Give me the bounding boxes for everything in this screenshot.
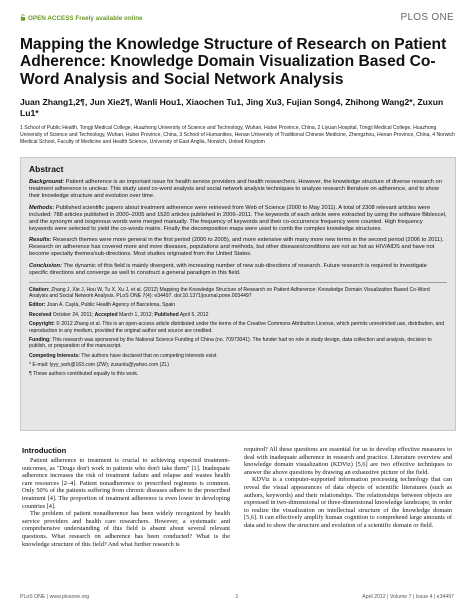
copyright bbox=[29, 321, 447, 334]
competing-text: The authors have declared that no competing interests exist. bbox=[81, 352, 218, 359]
received-date: October 24, 2011; bbox=[52, 311, 94, 318]
editor-label: Editor: bbox=[29, 302, 46, 309]
abstract-background bbox=[29, 179, 447, 200]
competing-interests bbox=[29, 353, 447, 359]
body-column-right bbox=[244, 446, 452, 530]
methods-text: Published scientific papers about treatment adherence were retrieved from Web of Science (2000 to May 2011). A total of 2308 relevant articles were included: 788 articles published in 2000–2005 and 1520 articles published in 2006–2011. The keywords of each article were extracted by using the software Biblexcel, and the synonym and isogenous words were merged manually. The frequency of keywords and their co-occurrence frequency were counted. High frequency keywords were selected to yield the co-words matrix. Finally the decomposition maps were used to comb the complex knowledge structures. bbox=[29, 204, 447, 232]
copyright-text: © 2012 Zhang et al. This is an open-access article distributed under the terms of the Creative Commons Attribution License, which permits unrestricted use, distribution, and reproduction in any medium, provided the original author and source are credited. bbox=[29, 321, 445, 334]
citation-text: Zhang J, Xie J, Hou W, Tu X, Xu J, et al. (2012) Mapping the Knowledge Structure of Research on Patient Adherence: Knowledge Domain Visualization Based Co-Word Analysis and Social Network Analysis. PLoS ONE 7(4): e34497. doi:10.1371/journal.pone.0034497 bbox=[29, 286, 430, 300]
results-label: Results: bbox=[29, 237, 52, 244]
page-header bbox=[20, 14, 454, 26]
copyright-label: Copyright: bbox=[29, 321, 55, 328]
published-label: Published bbox=[154, 311, 179, 318]
intro-paragraph-1: Patient adherence to treatment is crucial to achieving expected treatment-outcomes, as "Drugs don't work in patients who don't take them" [1]. Inadequate adherence increases the risk of treatment failure and relapse and wastes health care resources [2–4]. Patient nonadherence to prescribed regimens is common. Only 50% of the patients suffering from chronic diseases adhere to the prescribed treatment [4]. The proportion of treatment adherence is even lower in developing countries [4]. bbox=[22, 457, 230, 510]
received-label: Received bbox=[29, 311, 52, 318]
funding-label: Funding: bbox=[29, 336, 51, 343]
editor bbox=[29, 302, 447, 308]
abstract-results bbox=[29, 237, 447, 258]
intro-paragraph-4: KDViz is a computer-supported information processing technology that can reveal the visual appearances of data objects of scientific literatures (such as authors, keywords) and their relationships. The relationships between objects are expressed in two-dimensional or three-dimensional knowledge landscape, in order to realize the visualization on intellectual structure of the knowledge domain [5,6]. It can effectively amplify human cognition to comprehend large amounts of data and to show the structure and evolution of a scientific domain or field. bbox=[244, 476, 452, 529]
citation-label: Citation: bbox=[29, 286, 50, 293]
open-access-lock-icon bbox=[20, 14, 26, 21]
intro-paragraph-2: The problem of patient nonadherence has been widely recognized by health service providers and health care researchers. However, a systematic and comprehensive understanding of this field is absent about several relevant questions. What research on adherence has been conducted? What is the knowledge structure of this field? And what further research is bbox=[22, 510, 230, 548]
funding-text: This research was sponsored by the National Science Funding of China (no. 70973041). The funder had no role in study design, data collection and analysis, decision to publish, or preparation of the manuscript. bbox=[29, 336, 432, 350]
results-text: Research themes were more general in the first period (2000 to 2005), and more extensive with many more new terms in the second period (2006 to 2011). Research on adherence has covered more and more diseases, populations and methods, but other diseases/conditions are not as hot as HIV/AIDS and have not become specialty themes/sub-directions. Most studies originated from the United States. bbox=[29, 237, 444, 258]
equal-contribution: ¶ These authors contributed equally to this work. bbox=[29, 371, 139, 378]
accepted-date: March 1, 2012; bbox=[118, 311, 153, 318]
email-label: * E-mail: bbox=[29, 361, 49, 368]
abstract-methods bbox=[29, 205, 447, 233]
citation bbox=[29, 287, 447, 300]
abstract-divider bbox=[29, 282, 447, 283]
methods-label: Methods: bbox=[29, 204, 55, 211]
abstract-conclusion bbox=[29, 263, 447, 277]
background-text: Patient adherence is an important issue for health service providers and health researchers. However, the knowledge structure of diverse research on treatment adherence is unclear. This study used co-word analysis and social network analysis techniques to analyze research literature on adherence, and to show their knowledge structure and evolution over time. bbox=[29, 179, 442, 200]
introduction-heading: Introduction bbox=[22, 446, 67, 455]
open-access-text: OPEN ACCESS Freely available online bbox=[28, 15, 143, 22]
accepted-label: Accepted bbox=[94, 311, 118, 318]
background-label: Background: bbox=[29, 179, 65, 185]
conclusion-label: Conclusion: bbox=[29, 262, 62, 269]
competing-label: Competing Interests: bbox=[29, 352, 80, 359]
body-column-left bbox=[22, 446, 230, 548]
open-access-badge bbox=[20, 14, 143, 22]
footer-issue: April 2012 | Volume 7 | Issue 4 | e34497 bbox=[362, 594, 454, 600]
email bbox=[29, 362, 447, 368]
intro-paragraph-3: required? All these questions are essential for us to develop effective measures to deal with inadequate adherence in research and practice. Literature overview and knowledge domain visualization (KDViz) [5,6] are two effective techniques to answer the above questions by drawing an exhaustive picture of the field. bbox=[244, 446, 452, 476]
funding bbox=[29, 337, 447, 350]
article-title: Mapping the Knowledge Structure of Research on Patient Adherence: Knowledge Domain Visualization Based Co-Word Analysis and Social Network Analysis bbox=[20, 36, 447, 88]
email-text: lyyy_wzh@163.com (ZW); zuxunlu@yahoo.com (ZL) bbox=[49, 361, 169, 368]
abstract-box bbox=[20, 157, 456, 431]
conclusion-text: The dynamic of this field is mainly divergent, with increasing number of new sub-directions of research. Future research is required to investigate specific directions and converge as well to construct a general paradigm in this field. bbox=[29, 262, 427, 276]
published-date: April 5, 2012 bbox=[179, 311, 209, 318]
article-dates bbox=[29, 312, 447, 318]
footer-journal: PLoS ONE | www.plosone.org bbox=[20, 594, 90, 600]
author-list: Juan Zhang1,2¶, Jun Xie2¶, Wanli Hou1, Xiaochen Tu1, Jing Xu3, Fujian Song4, Zhihong Wang2*, Zuxun Lu1* bbox=[20, 97, 444, 118]
page-footer bbox=[20, 594, 454, 604]
editor-text: Joan A. Caylà, Public Health Agency of Barcelona, Spain bbox=[46, 302, 176, 309]
journal-logo: PLOS ONE bbox=[400, 12, 454, 23]
abstract-heading: Abstract bbox=[29, 164, 64, 174]
affiliations: 1 School of Public Health, Tongji Medical College, Huazhong University of Science and Technology, Wuhan, Hubei Province, China, 2 Liyuan Hospital, Tongji Medical College, Huazhong University of Science and Technology, Wuhan, Hubei Province, China, 3 School of Humanities, Henan University of Traditional Chinese Medicine, Zhengzhou, Henan Province, China, 4 Norwich Medical School, Faculty of Medicine and Health Science, University of East Anglia, Norwich, United Kingdom bbox=[20, 125, 455, 145]
page-number: 1 bbox=[235, 594, 239, 600]
